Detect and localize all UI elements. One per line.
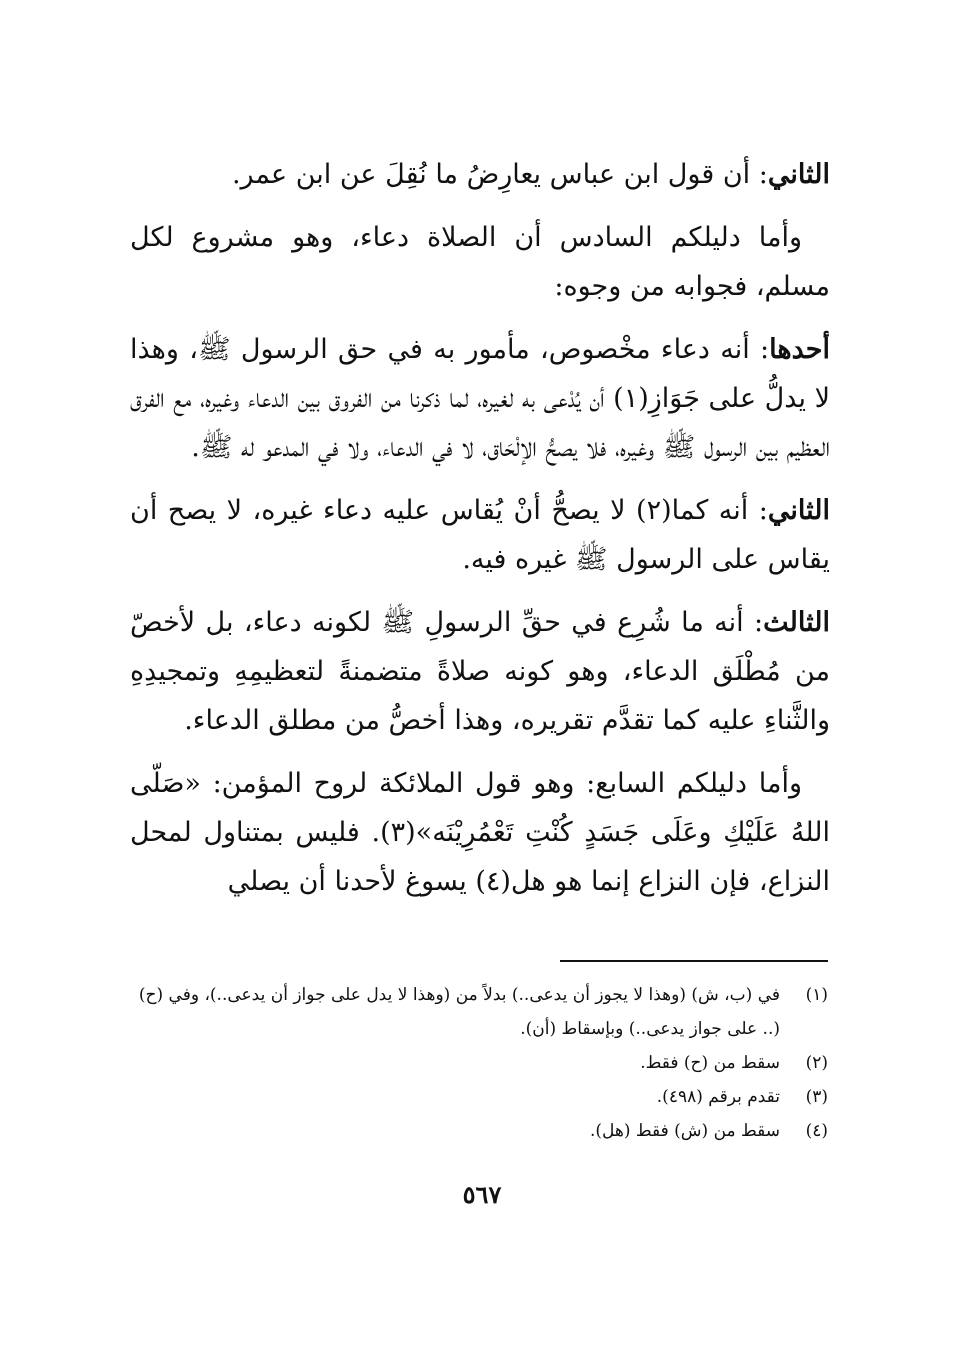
paragraph-text: : أنه دعاء مخْصوص، مأمور به في حق الرسول ﷺ، وهذا لا يدلُّ على جَوَازِ(١) أن يُدْعى به لغيره، لما ذكرنا من الفروق بين الدعاء وغيره، مع الفرق العظيم بين الرسول ﷺ وغيره، فلا يصحُّ الإلْحَاق، لا في الدعاء، ولا في المدعو له ﷺ. <box>130 334 830 463</box>
paragraph <box>130 486 830 584</box>
paragraph-text: : أنه كما(٢) لا يصحُّ أنْ يُقاس عليه دعاء غيره، لا يصح أن يقاس على الرسول ﷺ غيره فيه. <box>130 495 830 575</box>
footnote-text: تقدم برقم (٤٩٨). <box>656 1087 780 1107</box>
paragraph <box>130 598 830 745</box>
footnote-text: في (ب، ش) (وهذا لا يجوز أن يدعى..) بدلاً من (وهذا لا يدل على جواز أن يدعى..)، وفي (ح) (.. على جواز يدعى..) وبإسقاط (أن). <box>138 985 780 1039</box>
paragraph-text: : أن قول ابن عباس يعارِضُ ما نُقِلَ عن ابن عمر. <box>231 159 768 190</box>
footnote-item <box>130 1046 828 1080</box>
footnote-text: سقط من (ح) فقط. <box>640 1053 780 1073</box>
paragraph-lead: أحدها <box>769 334 830 365</box>
paragraph <box>130 150 830 199</box>
footnote-item <box>130 978 828 1046</box>
main-text <box>130 150 830 920</box>
footnotes <box>130 978 828 1148</box>
footnote-number: (٣) <box>805 1087 828 1107</box>
footnote-divider <box>560 960 828 962</box>
paragraph <box>130 325 830 472</box>
footnote-number: (١) <box>805 985 828 1005</box>
paragraph-lead: الثاني <box>767 495 830 526</box>
footnote-text: سقط من (ش) فقط (هل). <box>589 1121 780 1141</box>
paragraph-text: وأما دليلكم السابع: وهو قول الملائكة لروح المؤمن: «صَلّى اللهُ عَلَيْكِ وعَلَى جَسَدٍ كُنْتِ تَعْمُرِيْنَه»(٣). فليس بمتناول لمحل النزاع، فإن النزاع إنما هو هل(٤) يسوغ لأحدنا أن يصلي <box>130 768 830 897</box>
page-number: ٥٦٧ <box>462 1180 502 1209</box>
paragraph-lead: الثالث <box>763 607 830 638</box>
paragraph-lead: الثاني <box>767 159 830 190</box>
footnote-number: (٤) <box>805 1121 828 1141</box>
footnote-item <box>130 1080 828 1114</box>
paragraph-text: : أنه ما شُرِع في حقِّ الرسولِ ﷺ لكونه دعاء، بل لأخصّ من مُطْلَق الدعاء، وهو كونه صلاةً متضمنةً لتعظيمِهِ وتمجيدِهِ والثَّناءِ عليه كما تقدَّم تقريره، وهذا أخصُّ من مطلق الدعاء. <box>130 607 830 736</box>
paragraph <box>130 213 830 311</box>
footnote-number: (٢) <box>805 1053 828 1073</box>
paragraph-text: وأما دليلكم السادس أن الصلاة دعاء، وهو مشروع لكل مسلم، فجوابه من وجوه: <box>130 222 830 302</box>
paragraph <box>130 759 830 906</box>
footnote-item <box>130 1114 828 1148</box>
